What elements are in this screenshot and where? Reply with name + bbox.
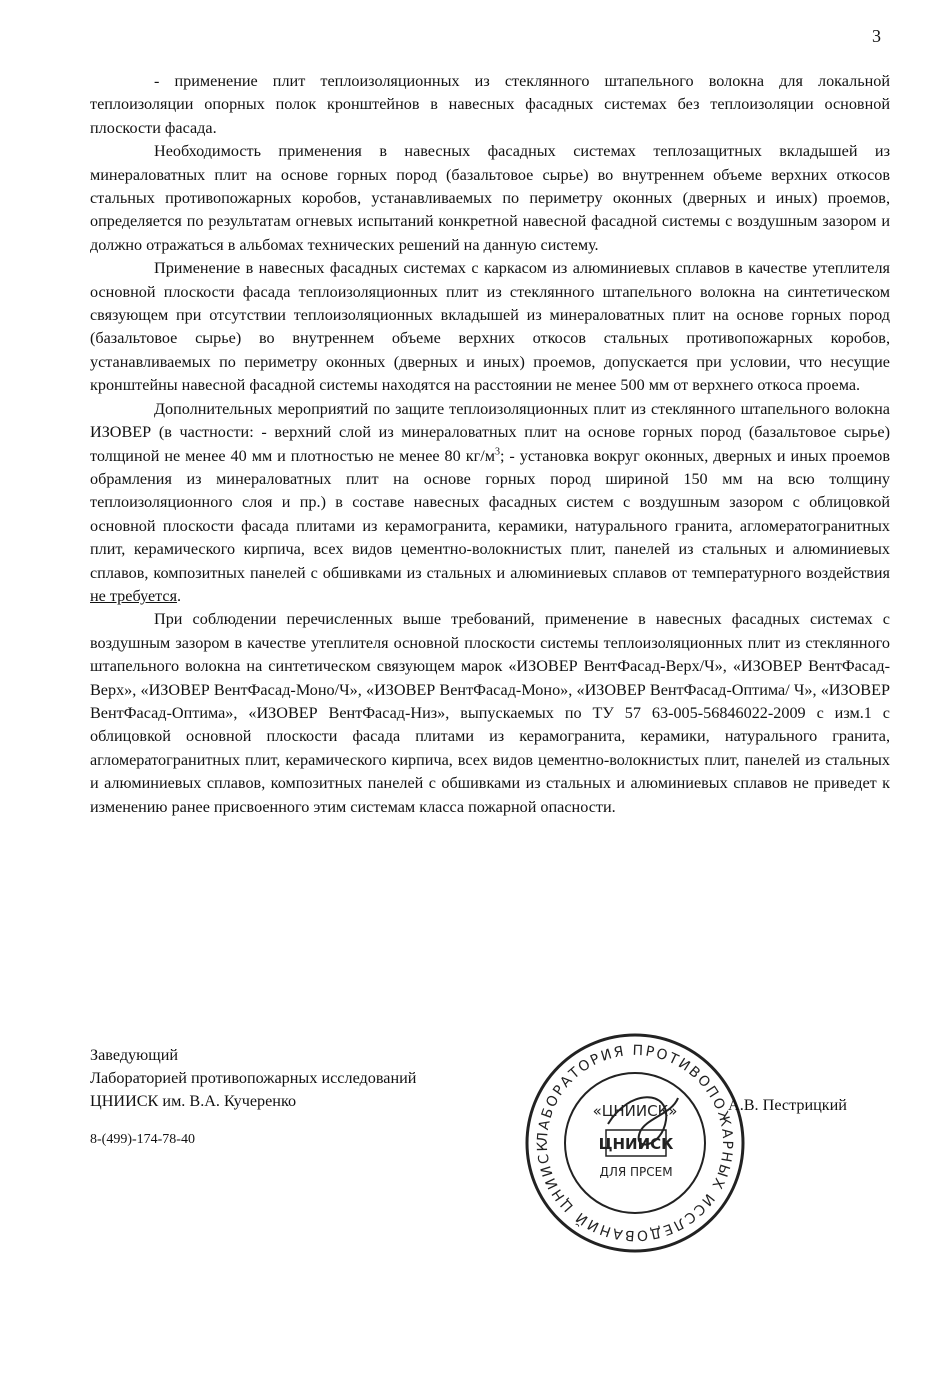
stamp-ring-text: ЛАБОРАТОРИЯ ПРОТИВОПОЖАРНЫХ ИССЛЕДОВАНИЙ ЦНИИСК	[534, 1042, 736, 1244]
paragraph-2: Необходимость применения в навесных фасадных системах теплозащитных вкладышей из минераловатных плит на основе горных пород (базальтовое сырье) во внутреннем объеме верхних откосов стальных противопожарных коробов, устанавливаемых по периметру оконных (дверных и иных) проемов, определяется по результатам огневых испытаний конкретной навесной фасадной системы с воздушным зазором и должно отражаться в альбомах технических решений на данную систему.	[90, 142, 890, 254]
paragraph-5: При соблюдении перечисленных выше требований, применение в навесных фасадных системах с воздушным зазором в качестве утеплителя основной плоскости системы теплоизоляционных плит из стеклянного штапельного волокна на синтетическом связующем марок «ИЗОВЕР ВентФасад-Верх/Ч», «ИЗОВЕР ВентФасад-Верх», «ИЗОВЕР ВентФасад-Моно/Ч», «ИЗОВЕР ВентФасад-Моно», «ИЗОВЕР ВентФасад-Оптима/ Ч», «ИЗОВЕР ВентФасад-Оптима», «ИЗОВЕР ВентФасад-Низ», выпускаемых по ТУ 57 63-005-56846022-2009 с изм.1 с облицовкой основной плоскости фасада плитами из керамогранита, керамики, натурального гранита, агломератогранитных плит, керамического кирпича, всех видов цементно-волокнистых плит, панелей из стальных и алюминиевых сплавов, композитных панелей с обшивками из стальных и алюминиевых сплавов не приведет к изменению ранее присвоенного этим системам класса пожарной опасности.	[90, 610, 890, 816]
paragraph-4	[90, 398, 890, 609]
signatory-name: А.В. Пестрицкий	[728, 1096, 847, 1114]
superscript-3: 3	[494, 446, 500, 458]
document-body	[90, 70, 890, 819]
signer-lab: Лабораторией противопожарных исследований	[90, 1069, 417, 1087]
stamp-center-line1: «ЦНИИСК»	[592, 1102, 678, 1120]
signature-block	[90, 1044, 530, 1113]
signer-position: Заведующий	[90, 1046, 179, 1064]
signer-institute: ЦНИИСК им. В.А. Кучеренко	[90, 1092, 297, 1110]
page-number: 3	[872, 26, 881, 46]
phone-number: 8-(499)-174-78-40	[90, 1132, 195, 1147]
stamp-center-line2: ДЛЯ ПРСЕМ	[599, 1165, 673, 1179]
paragraph-4-tail: .	[177, 586, 182, 605]
paragraph-3: Применение в навесных фасадных системах с каркасом из алюминиевых сплавов в качестве утеплителя основной плоскости фасада теплоизоляционных плит из стеклянного штапельного волокна на синтетическом связующем при отсутствии теплоизоляционных вкладышей из минераловатных плит на основе горных пород (базальтовое сырье) во внутреннем объеме верхних откосов стальных противопожарных коробов, устанавливаемых по периметру оконных (дверных и иных) проемов, допускается при условии, что несущие кронштейны навесной фасадной системы находятся на расстоянии не менее 500 мм от верхнего откоса проема.	[90, 259, 890, 395]
not-required-phrase: не требуется	[90, 586, 178, 605]
paragraph-4-lead: Дополнительных мероприятий по защите теплоизоляционных плит из стеклянного штапельного волокна ИЗОВЕР (в частности: - верхний слой из минераловатных плит на основе горных пород (базальтовое сырье) толщиной не менее 40 мм и плотностью не менее 80 кг/м	[90, 399, 890, 465]
paragraph-4-middle: ; - установка вокруг оконных, дверных и иных проемов обрамления из минераловатных плит на основе горных пород шириной 150 мм на всю толщину теплоизоляционного слоя и пр.) в составе навесных фасадных систем с воздушным зазором с облицовкой основной плоскости фасада плитами из керамогранита, керамики, натурального гранита, агломератогранитных плит, керамического кирпича, всех видов цементно-волокнистых плит, панелей из стальных и алюминиевых сплавов, композитных панелей с обшивками из стальных и алюминиевых сплавов от температурного воздействия	[90, 446, 891, 582]
paragraph-1: - применение плит теплоизоляционных из стеклянного штапельного волокна для локальной теплоизоляции опорных полок кронштейнов в навесных фасадных системах без теплоизоляции основной плоскости фасада.	[90, 72, 890, 137]
stamp-logo-text: ЦНИИСК	[598, 1135, 674, 1153]
official-stamp	[520, 1028, 750, 1258]
